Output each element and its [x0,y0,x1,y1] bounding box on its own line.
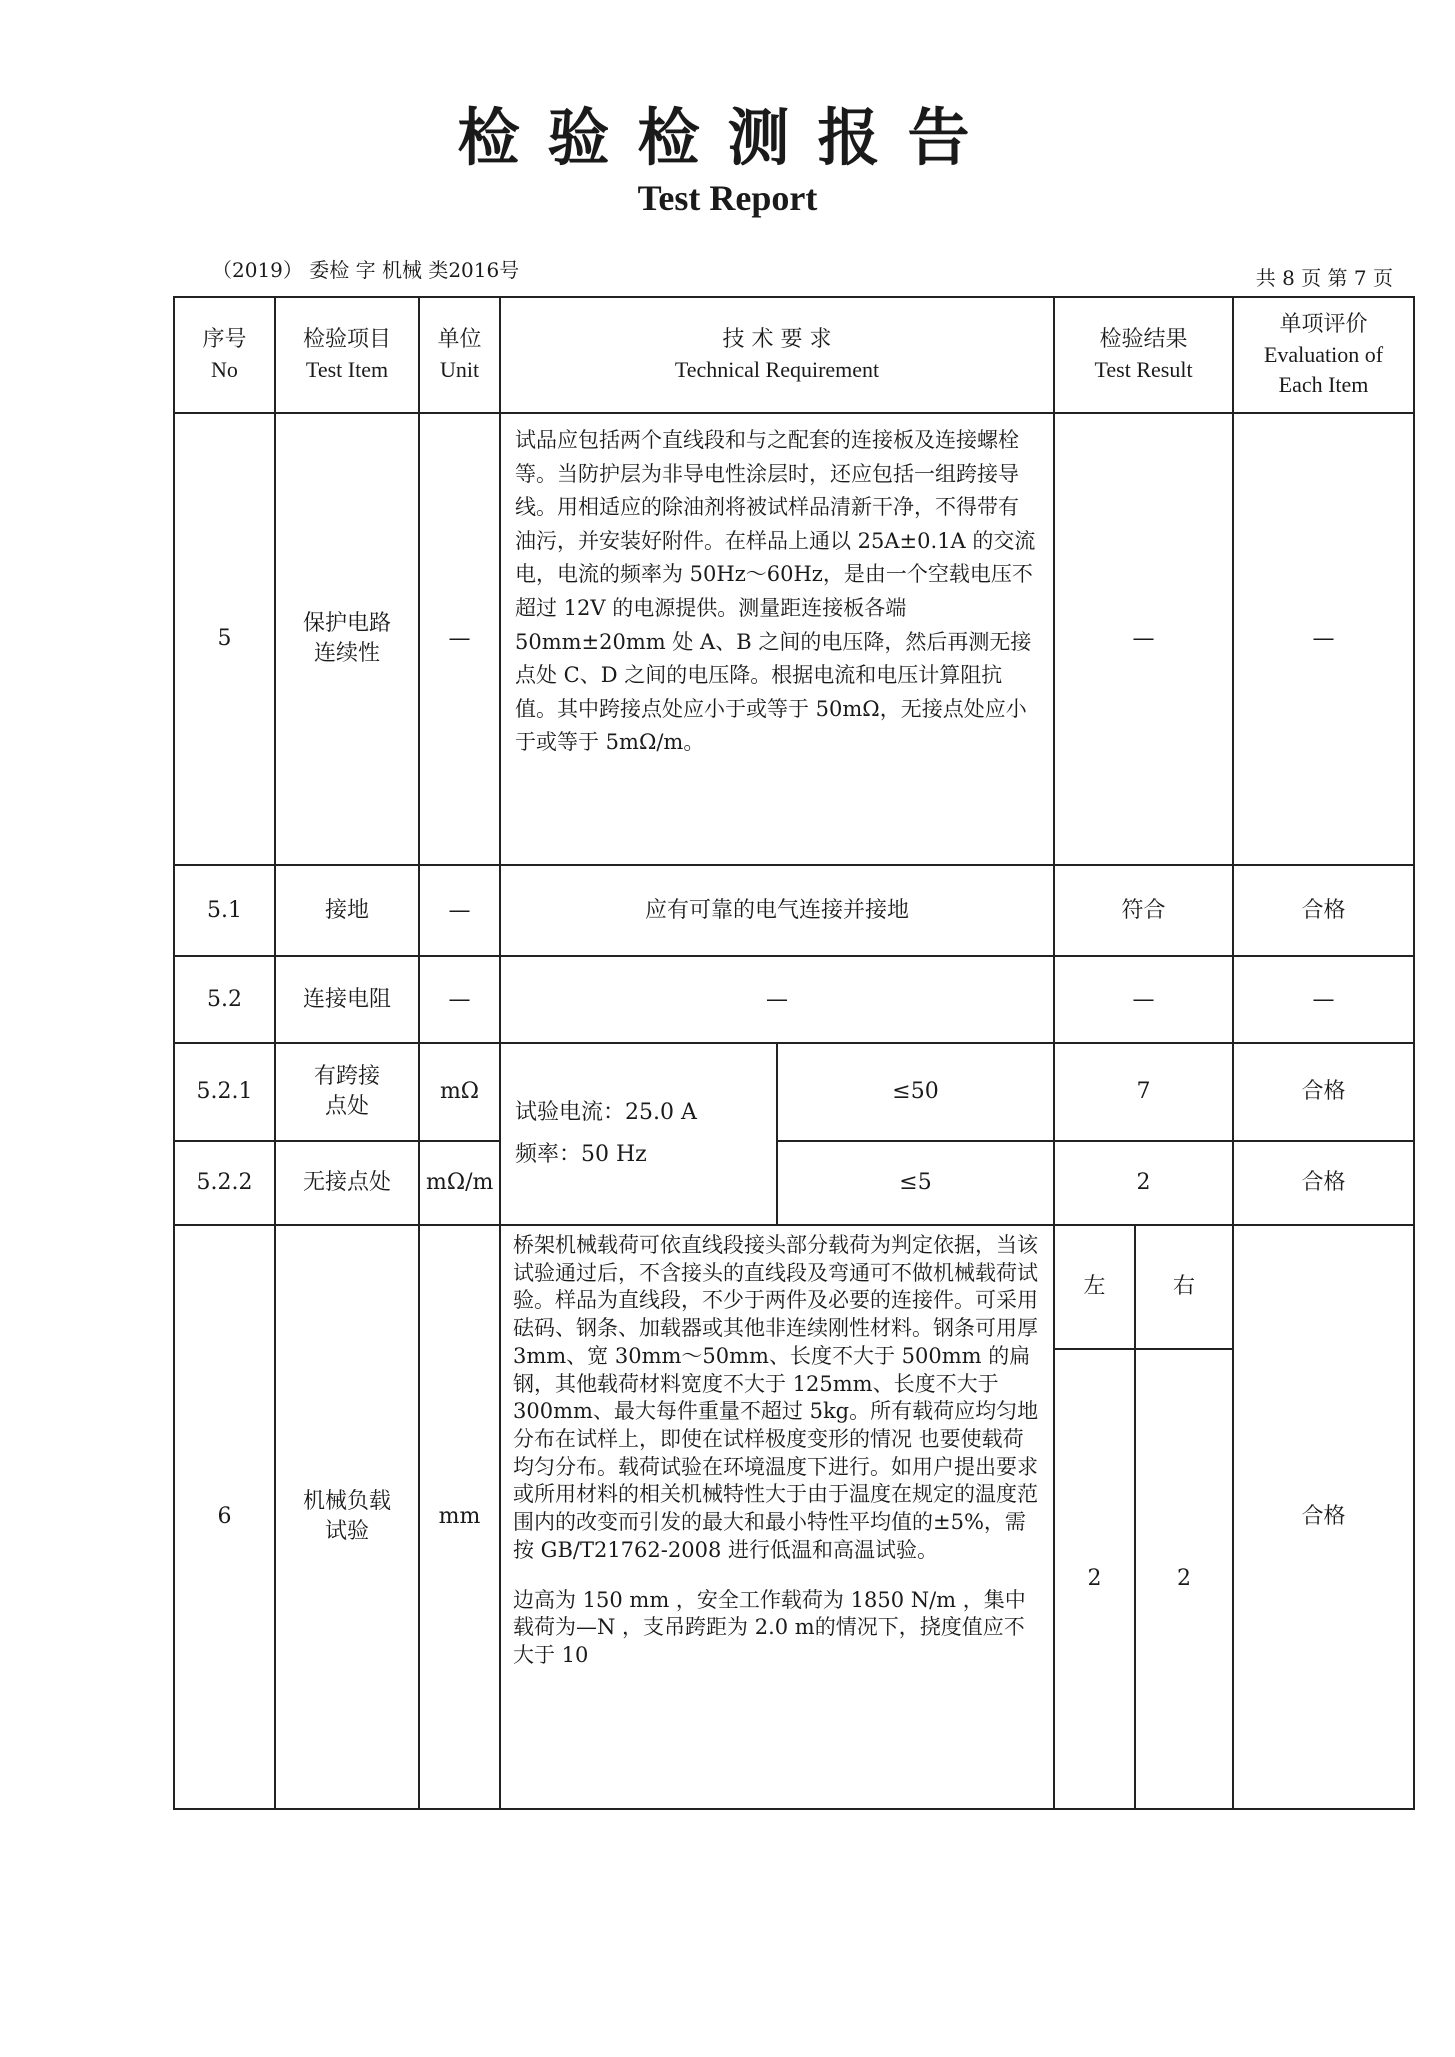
header-unit: 单位 Unit [419,297,500,413]
result-right-label: 右 [1135,1225,1233,1349]
row-limit: ≤5 [777,1141,1054,1225]
row-result: — [1054,413,1233,865]
row-result: 2 [1054,1141,1233,1225]
row-no: 5 [174,413,275,865]
report-title-cn: 检验检测报告 [457,101,998,174]
document-number: （2019） 委检 字 机械 类2016号 [212,258,520,282]
header-technical-requirement: 技 术 要 求 Technical Requirement [500,297,1054,413]
result-right-value: 2 [1135,1349,1233,1809]
row-evaluation: 合格 [1233,1141,1414,1225]
row-no: 5.1 [174,865,275,956]
table-row-5 [174,413,1414,865]
row-result: — [1054,956,1233,1043]
page-info: 共 8 页 第 7 页 [1255,266,1393,290]
row-item: 有跨接 点处 [275,1043,419,1141]
row-requirement: 应有可靠的电气连接并接地 [500,865,1054,956]
table-row-5-2-2 [174,1141,1414,1225]
header-evaluation: 单项评价 Evaluation of Each Item [1233,297,1414,413]
row-limit: ≤50 [777,1043,1054,1141]
result-left-value: 2 [1054,1349,1135,1809]
row-item: 接地 [275,865,419,956]
header-no: 序号 No [174,297,275,413]
test-conditions: 试验电流：25.0 A 频率：50 Hz [500,1043,777,1225]
row-no: 5.2.1 [174,1043,275,1141]
result-left-label: 左 [1054,1225,1135,1349]
header-test-item: 检验项目 Test Item [275,297,419,413]
row-requirement: 试品应包括两个直线段和与之配套的连接板及连接螺栓等。当防护层为非导电性涂层时，还应包括一组跨接导线。用相适应的除油剂将被试样品清新干净，不得带有油污，并安装好附件。在样品上通以 25A±0.1A 的交流电，电流的频率为 50Hz～60Hz，是由一个空载电压不超过 12V 的电源提供。测量距连接板各端 50mm±20mm 处 A、B 之间的电压降，然后再测无接点处 C、D 之间的电压降。根据电流和电压计算阻抗值。其中跨接点处应小于或等于 50mΩ，无接点处应小于或等于 5mΩ/m。 [500,413,1054,865]
row-item: 保护电路 连续性 [275,413,419,865]
row-unit: — [419,413,500,865]
row-no: 5.2 [174,956,275,1043]
row-item: 无接点处 [275,1141,419,1225]
row-item: 连接电阻 [275,956,419,1043]
row-requirement: — [500,956,1054,1043]
table-row-5-1 [174,865,1414,956]
row-result: 7 [1054,1043,1233,1141]
row-no: 5.2.2 [174,1141,275,1225]
header-test-result: 检验结果 Test Result [1054,297,1233,413]
row-evaluation: 合格 [1233,1043,1414,1141]
row-unit: mΩ [419,1043,500,1141]
table-row-6 [174,1225,1414,1349]
table-row-5-2 [174,956,1414,1043]
table-header-row [174,297,1414,413]
row-unit: mΩ/m [419,1141,500,1225]
row-evaluation: 合格 [1233,865,1414,956]
row-unit: — [419,865,500,956]
row-item: 机械负载 试验 [275,1225,419,1809]
table-row-5-2-1 [174,1043,1414,1141]
row-no: 6 [174,1225,275,1809]
row-evaluation: — [1233,413,1414,865]
row-requirement: 桥架机械载荷可依直线段接头部分载荷为判定依据，当该试验通过后，不含接头的直线段及弯通可不做机械载荷试验。样品为直线段，不少于两件及必要的连接件。可采用砝码、钢条、加载器或其他非连续刚性材料。钢条可用厚3mm、宽 30mm～50mm、长度不大于 500mm 的扁钢，其他载荷材料宽度不大于 125mm、长度不大于300mm、最大每件重量不超过 5kg。所有载荷应均匀地分布在试样上，即使在试样极度变形的情况 也要使载荷均匀分布。载荷试验在环境温度下进行。如用户提出要求或所用材料的相关机械特性大于由于温度在规定的温度范围内的改变而引发的最大和最小特性平均值的±5%，需按 GB/T21762-2008 进行低温和高温试验。 边高为 150 mm ，安全工作载荷为 1850 N/m ，集中载荷为—N ，支吊跨距为 2.0 m的情况下，挠度值应不大于 10 [500,1225,1054,1809]
row-evaluation: 合格 [1233,1225,1414,1809]
row-unit: — [419,956,500,1043]
row-unit: mm [419,1225,500,1809]
report-title-en: Test Report [637,178,818,218]
row-result: 符合 [1054,865,1233,956]
report-table [173,296,1415,1810]
row-evaluation: — [1233,956,1414,1043]
